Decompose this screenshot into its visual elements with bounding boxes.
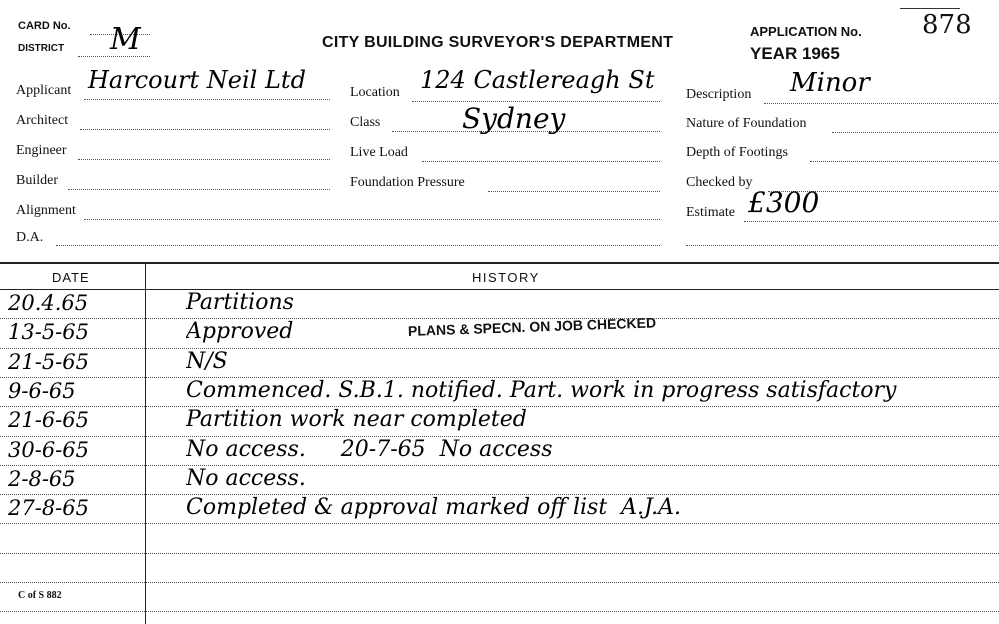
architect-line [80, 129, 330, 130]
applicant-value: Harcourt Neil Ltd [88, 66, 306, 94]
history-row-line [0, 348, 999, 349]
architect-label: Architect [16, 113, 69, 128]
history-top-rule [0, 262, 999, 264]
history-text: Partitions [186, 290, 294, 315]
estimate-value: £300 [748, 186, 820, 219]
class-label: Class [350, 115, 381, 130]
history-text: Commenced. S.B.1. notified. Part. work in progress satisfactory [186, 378, 897, 403]
nature-of-foundation-label: Nature of Foundation [686, 116, 807, 131]
nature-of-foundation-line [832, 132, 998, 133]
history-text: N/S [186, 349, 228, 374]
applicant-label: Applicant [16, 83, 72, 98]
application-no-value: 878 [922, 10, 972, 40]
foundation-pressure-label: Foundation Pressure [350, 175, 465, 190]
alignment-line [84, 219, 660, 220]
builder-line [68, 189, 330, 190]
estimate-label: Estimate [686, 205, 735, 220]
history-row-line [0, 523, 999, 524]
history-text: No access. [186, 466, 306, 491]
application-no-overline [900, 8, 960, 9]
history-row-line [0, 611, 999, 612]
history-text: Approved [186, 319, 294, 344]
history-text: Completed & approval marked off list A.J.A. [186, 495, 682, 520]
engineer-label: Engineer [16, 143, 67, 158]
department-title: CITY BUILDING SURVEYOR'S DEPARTMENT [322, 34, 674, 51]
depth-of-footings-line [810, 161, 998, 162]
district-label: DISTRICT [18, 43, 65, 54]
location-value-2: Sydney [462, 102, 566, 135]
builder-label: Builder [16, 173, 58, 188]
description-value: Minor [790, 68, 870, 98]
location-label: Location [350, 85, 400, 100]
history-date: 30-6-65 [8, 438, 89, 462]
foundation-pressure-line [488, 191, 660, 192]
description-line [764, 103, 998, 104]
depth-of-footings-label: Depth of Footings [686, 145, 788, 160]
applicant-line [84, 99, 330, 100]
history-header: HISTORY [472, 270, 540, 285]
location-value: 124 Castlereagh St [420, 66, 655, 94]
history-date: 27-8-65 [8, 496, 89, 520]
date-header: DATE [52, 270, 90, 285]
live-load-label: Live Load [350, 145, 408, 160]
da-line [56, 245, 660, 246]
history-stamp: PLANS & SPECN. ON JOB CHECKED [407, 314, 657, 339]
alignment-label: Alignment [16, 203, 76, 218]
year-label: YEAR 1965 [750, 44, 840, 63]
history-text: Partition work near completed [186, 407, 527, 432]
history-row-line [0, 553, 999, 554]
history-row-line [0, 582, 999, 583]
history-date: 13-5-65 [8, 320, 89, 344]
district-line [78, 56, 150, 57]
history-text: No access. 20-7-65 No access [186, 437, 553, 462]
history-date: 9-6-65 [8, 379, 76, 403]
history-date: 2-8-65 [8, 467, 76, 491]
form-code: C of S 882 [18, 590, 62, 601]
card-no-label: CARD No. [18, 20, 71, 32]
da-label: D.A. [16, 230, 44, 245]
history-row-line [0, 465, 999, 466]
history-header-rule [0, 289, 999, 290]
history-date: 20.4.65 [8, 291, 89, 315]
description-label: Description [686, 87, 752, 102]
history-date: 21-6-65 [8, 408, 89, 432]
district-value: M [110, 22, 141, 57]
history-date: 21-5-65 [8, 350, 89, 374]
right-empty-line [686, 245, 998, 246]
estimate-line [744, 221, 998, 222]
application-no-label: APPLICATION No. [750, 24, 862, 39]
engineer-line [78, 159, 330, 160]
checked-by-label: Checked by [686, 175, 753, 190]
live-load-line [422, 161, 660, 162]
